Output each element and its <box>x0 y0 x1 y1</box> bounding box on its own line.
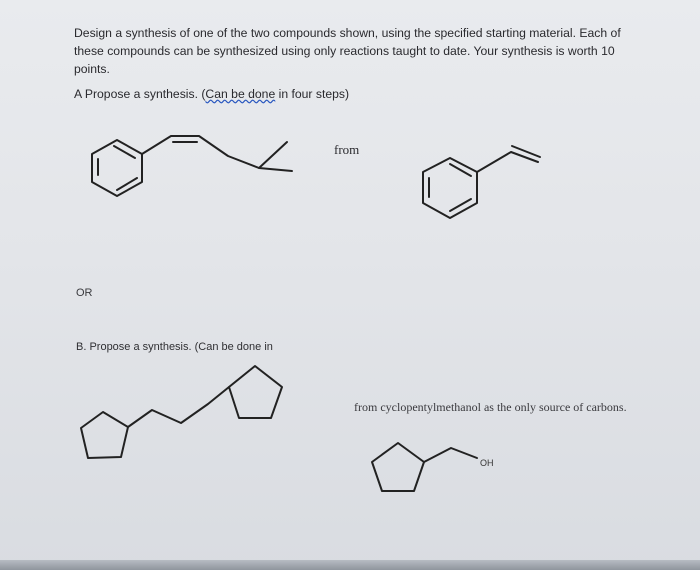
starting-material-a <box>423 146 540 218</box>
part-b-from-label: from cyclopentylmethanol as the only source of carbons. <box>354 400 627 414</box>
part-b-prompt: B. Propose a synthesis. (Can be done in <box>76 341 273 353</box>
target-molecule-a <box>92 136 292 196</box>
oh-label: OH <box>480 458 494 468</box>
part-a-suffix: in four steps) <box>275 87 350 101</box>
part-a-prefix: A Propose a synthesis. ( <box>74 87 206 101</box>
starting-material-b <box>372 443 494 491</box>
part-a-link[interactable]: Can be done <box>205 87 276 101</box>
or-label: OR <box>76 287 93 299</box>
target-molecule-b <box>81 366 282 458</box>
part-a-from-label: from <box>334 142 360 157</box>
question-intro: Design a synthesis of one of the two compounds shown, using the specified starting material. Each of these compounds can be synthesized using only reactions taught to date. Your synthesis is worth 10 points. <box>74 26 621 76</box>
